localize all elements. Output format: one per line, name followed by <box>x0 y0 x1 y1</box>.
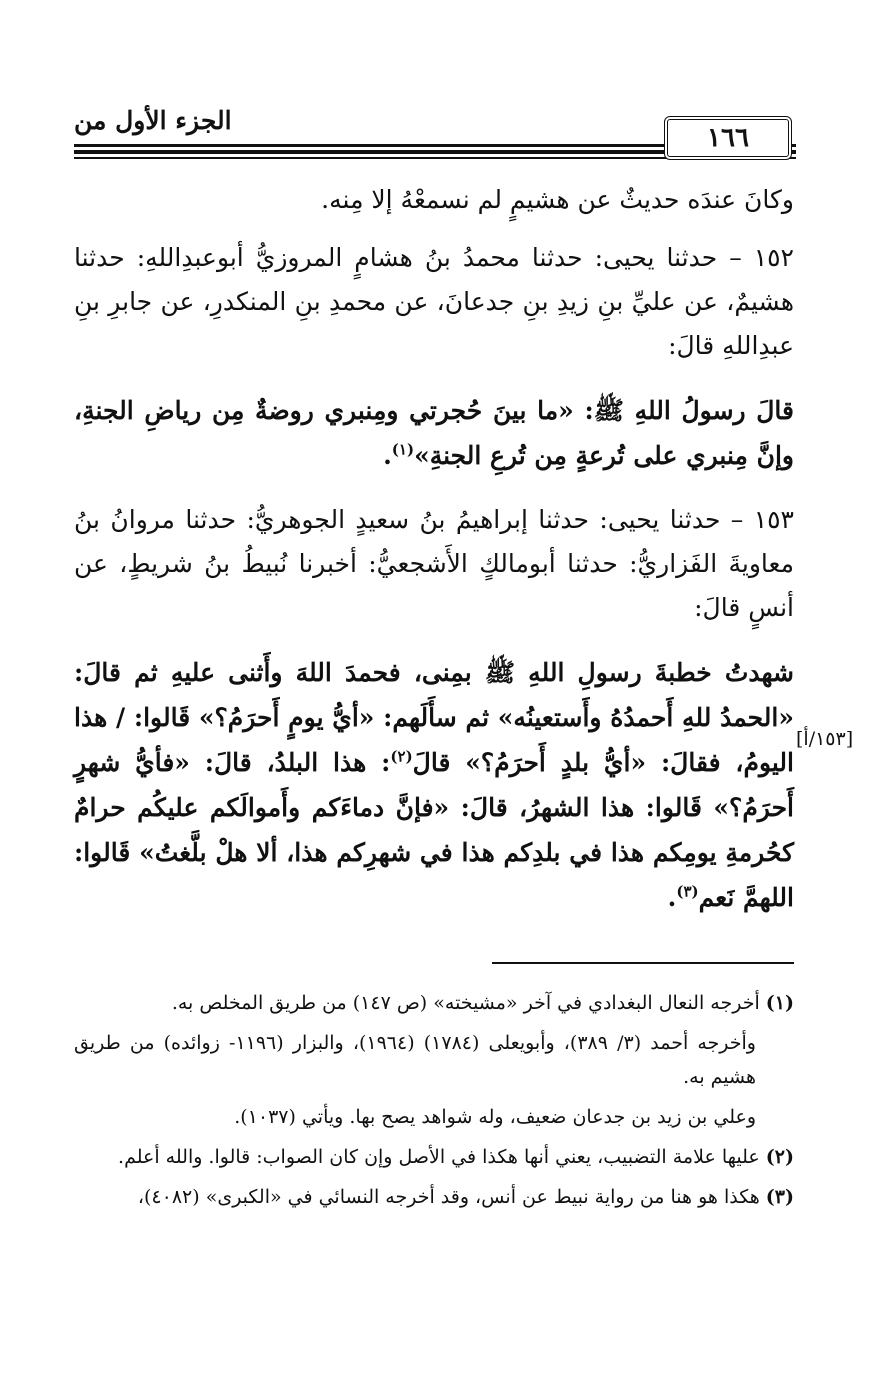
footnote-number: (١) <box>765 992 794 1014</box>
footnote-text: أخرجه النعال البغدادي في آخر «مشيخته» (ص ١٤٧) من طريق المخلص به. <box>171 992 760 1014</box>
matn-text: : هذا البلدُ، قالَ: «فأيُّ شهرٍ أَحرَمُ؟» قَالوا: هذا الشهرُ، قالَ: «فإنَّ دماءَكم وأَموالَكم عليكُم حرامٌ كحُرمةِ يومِكم هذا في بلدِكم هذا في شهرِكم هذا، ألا هلْ بلَّغتُ» قَالوا: اللهمَّ نَعم <box>74 748 794 912</box>
footnote-1-cont: وعلي بن زيد بن جدعان ضعيف، وله شواهد يصح بها. ويأتي (١٠٣٧). <box>234 1106 756 1128</box>
hadith-152-chain: ١٥٢ – حدثنا يحيى: حدثنا محمدُ بنُ هشامٍ المروزيُّ أبوعبدِاللهِ: حدثنا هشيمٌ، عن عليِّ بنِ زيدِ بنِ جدعانَ، عن محمدِ بنِ المنكدرِ، عن جابرِ بنِ عبدِاللهِ قالَ: <box>74 243 794 360</box>
punctuation: . <box>383 441 392 470</box>
manuscript-folio-marker: [١٥٣/أ] <box>796 728 854 750</box>
footnote-text: عليها علامة التضبيب، يعني أنها هكذا في الأصل وإن كان الصواب: قالوا. والله أعلم. <box>118 1146 760 1168</box>
hadith-153-matn <box>74 650 794 920</box>
matn-text: شهدتُ خطبةَ رسولِ اللهِ ﷺ بمِنى، فحمدَ اللهَ وأَثنى عليهِ ثم قالَ: «الحمدُ للهِ أَحمدُهُ وأَستعينُه» ثم سأَلَهم: «أيُّ يومٍ أَحرَمُ؟» قَالوا: / هذا اليومُ، فقالَ: «أيُّ بلدٍ أَحرَمُ؟» قالَ <box>74 658 794 777</box>
hadith-152-matn <box>74 388 794 478</box>
page-number: ١٦٦ <box>664 116 792 160</box>
footnote-ref: (٢) <box>390 747 413 766</box>
matn-text: قالَ رسولُ اللهِ ﷺ: «ما بينَ حُجرتي ومِنبري روضةٌ مِن رياضِ الجنةِ، وإنَّ مِنبري على تُرعةٍ مِن تُرعِ الجنةِ» <box>74 396 794 470</box>
hadith-153-chain: ١٥٣ – حدثنا يحيى: حدثنا إبراهيمُ بنُ سعيدٍ الجوهريُّ: حدثنا مروانُ بنُ معاويةَ الفَزاريُّ: حدثنا أبومالكٍ الأَشجعيُّ: أخبرنا نُبيطُ بنُ شريطٍ، عن أنسٍ قالَ: <box>74 505 794 622</box>
footnote-2 <box>74 1140 794 1174</box>
footnote-3 <box>74 1180 794 1214</box>
footnote-number: (٣) <box>765 1186 794 1208</box>
footnote-separator <box>492 962 794 964</box>
footnote-1-cont: وأخرجه أحمد (٣/ ٣٨٩)، وأبويعلى (١٧٨٤) (١٩٦٤)، والبزار (١١٩٦- زوائده) من طريق هشيم به. <box>74 1032 756 1088</box>
footnote-ref: (٣) <box>676 882 699 901</box>
main-text <box>74 178 794 920</box>
footnote-ref: (١) <box>391 440 415 459</box>
footnote-1 <box>74 986 794 1020</box>
footnote-number: (٢) <box>765 1146 794 1168</box>
footnote-text: هكذا هو هنا من رواية نبيط عن أنس، وقد أخرجه النسائي في «الكبرى» (٤٠٨٢)، <box>137 1186 760 1208</box>
footnotes <box>74 986 794 1220</box>
punctuation: . <box>667 883 677 912</box>
running-header <box>74 104 796 164</box>
book-title: الجزء الأول من <box>74 106 232 135</box>
intro-line: وكانَ عندَه حديثٌ عن هشيمٍ لم نسمعْهُ إلا مِنه. <box>321 185 794 214</box>
